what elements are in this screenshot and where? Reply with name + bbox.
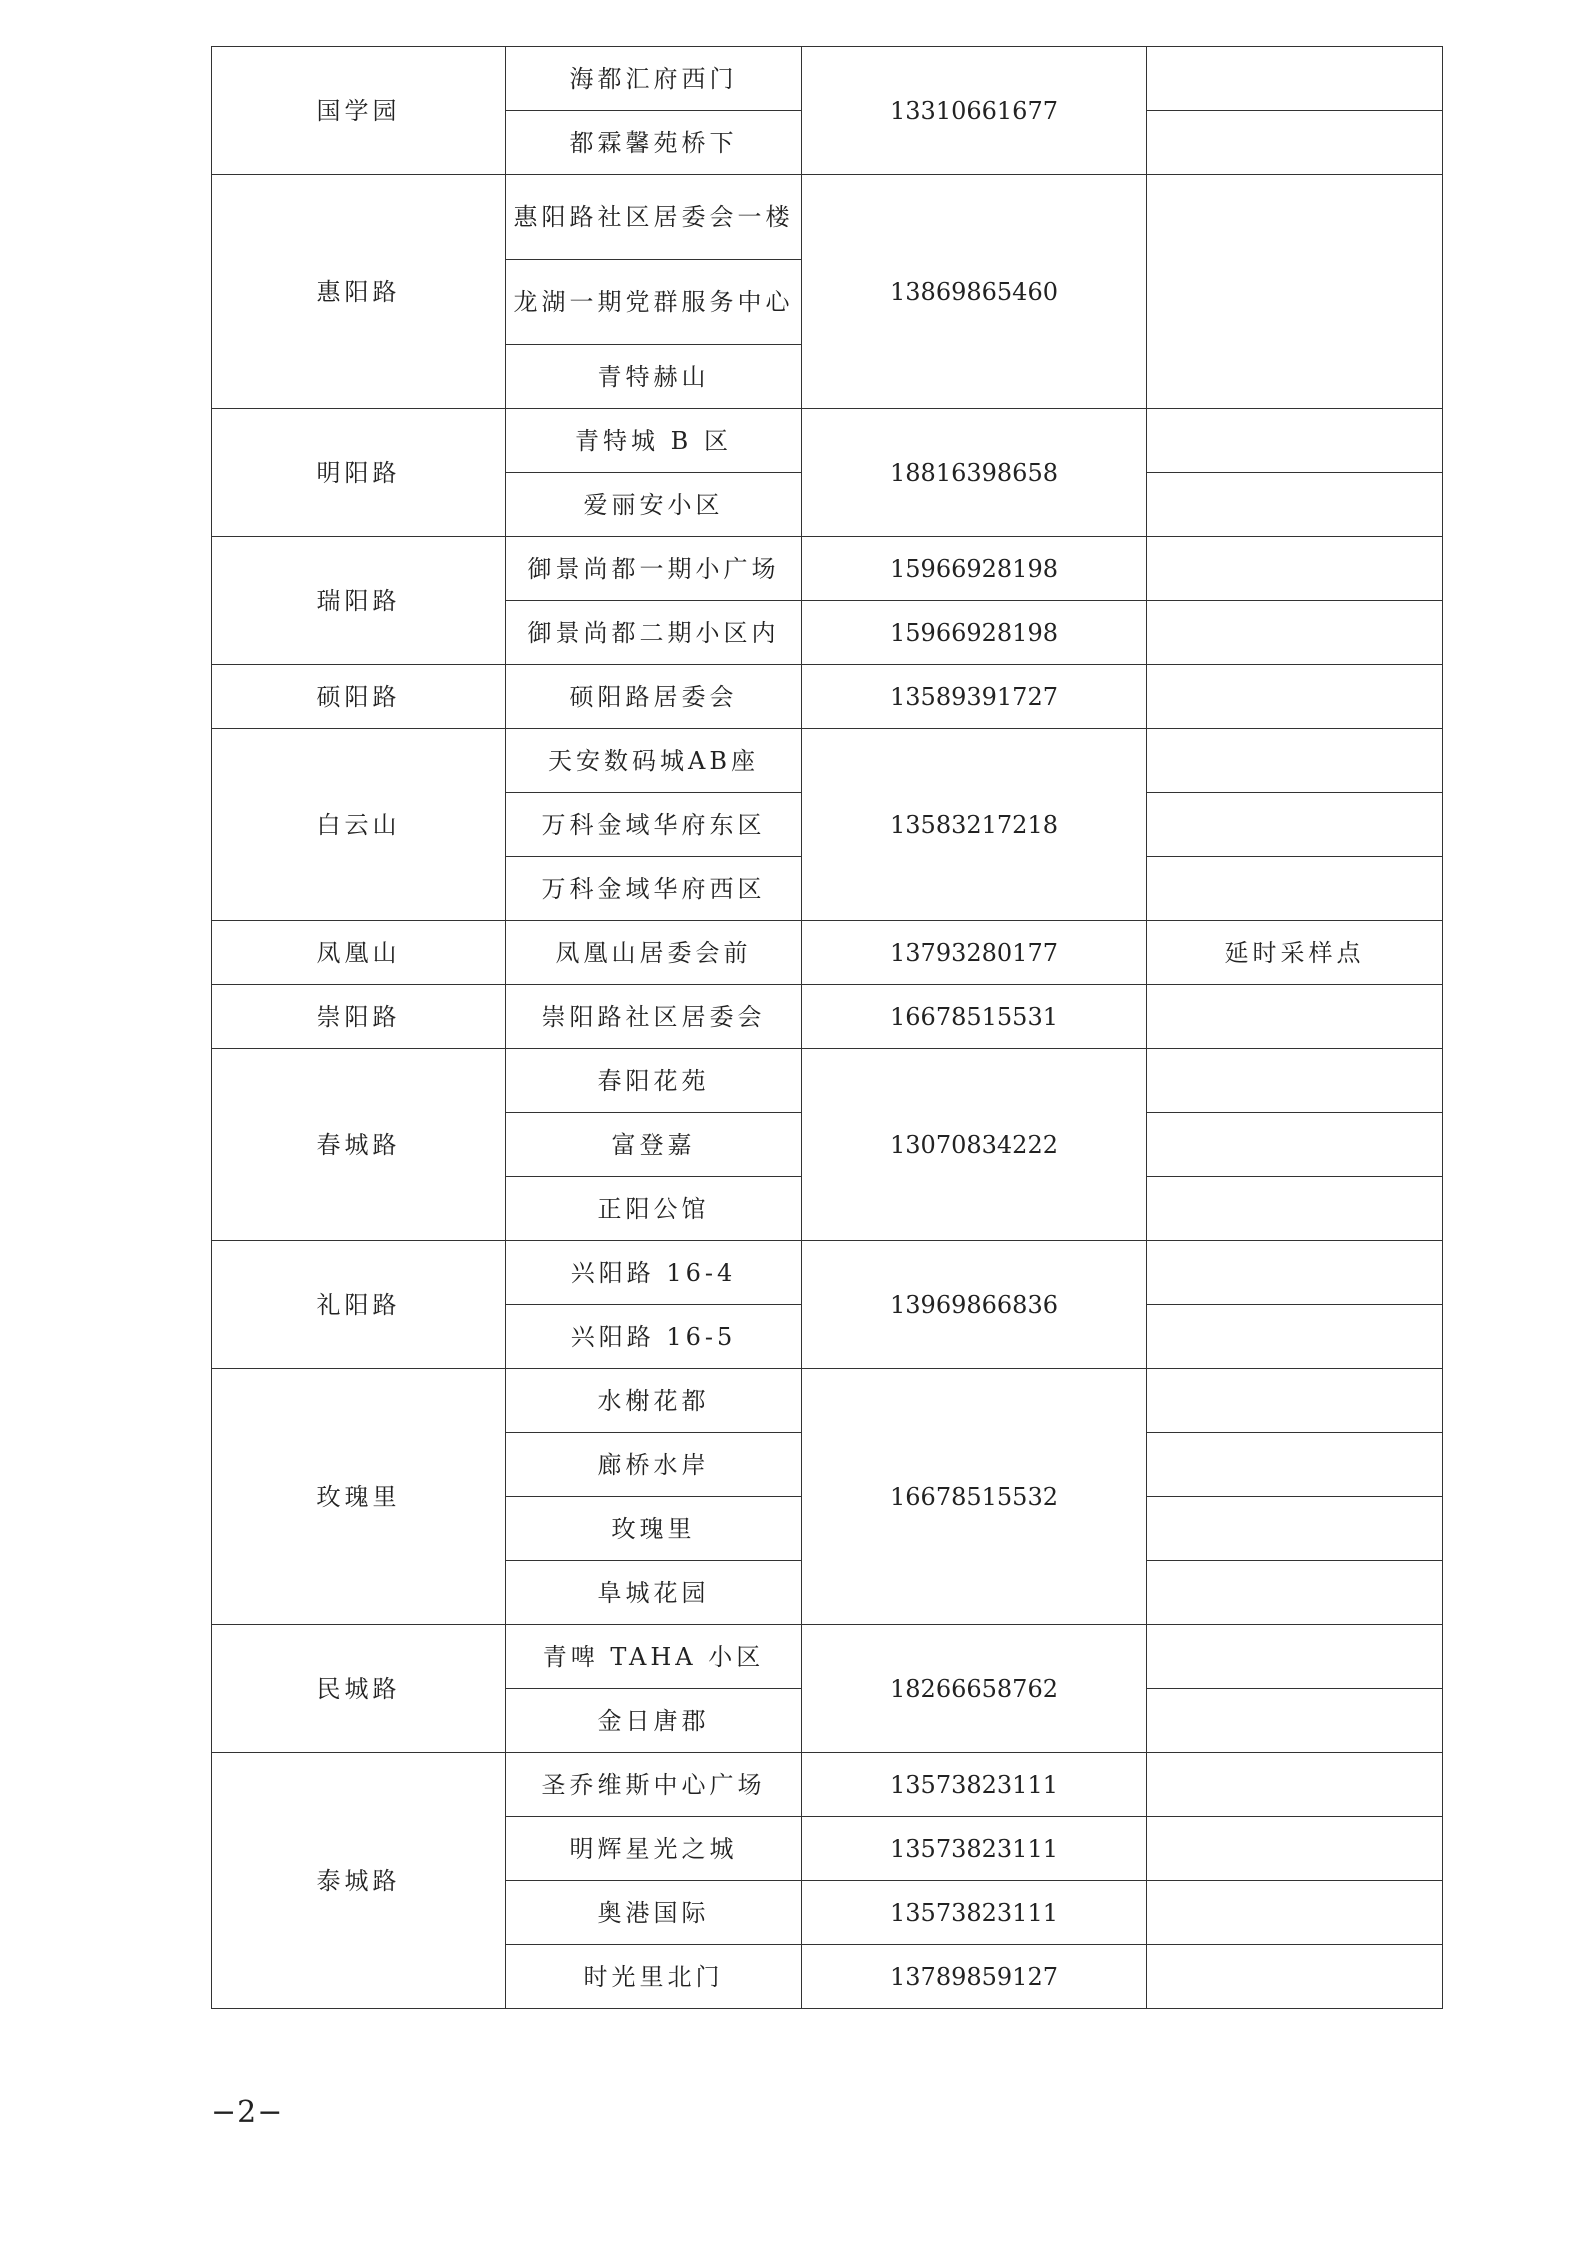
- street-cell: 凤凰山: [212, 921, 506, 985]
- phone-cell: 18816398658: [802, 409, 1147, 537]
- table-row: [212, 1049, 1443, 1113]
- note-cell: [1147, 985, 1443, 1049]
- note-cell: [1147, 1881, 1443, 1945]
- phone-cell: 13310661677: [802, 47, 1147, 175]
- location-cell: 玫瑰里: [506, 1497, 802, 1561]
- note-cell: [1147, 601, 1443, 665]
- sampling-sites-table-sheet: [211, 46, 1442, 2041]
- note-cell: [1147, 1753, 1443, 1817]
- table-body: [212, 47, 1443, 2009]
- phone-cell: 15966928198: [802, 537, 1147, 601]
- note-cell: [1147, 729, 1443, 793]
- location-cell: 崇阳路社区居委会: [506, 985, 802, 1049]
- location-cell: 富登嘉: [506, 1113, 802, 1177]
- location-cell: 青特赫山: [506, 345, 802, 409]
- note-cell: [1147, 1689, 1443, 1753]
- location-cell: 万科金域华府东区: [506, 793, 802, 857]
- location-cell: 硕阳路居委会: [506, 665, 802, 729]
- note-cell: [1147, 665, 1443, 729]
- page-number: −2−: [211, 2095, 284, 2130]
- location-cell: 海都汇府西门: [506, 47, 802, 111]
- location-cell: 凤凰山居委会前: [506, 921, 802, 985]
- note-cell: [1147, 1497, 1443, 1561]
- location-cell: 奥港国际: [506, 1881, 802, 1945]
- location-cell: 惠阳路社区居委会一楼: [506, 175, 802, 260]
- note-cell: [1147, 857, 1443, 921]
- location-cell: 兴阳路 16-5: [506, 1305, 802, 1369]
- street-cell: 玫瑰里: [212, 1369, 506, 1625]
- phone-cell: 13589391727: [802, 665, 1147, 729]
- table-row: [212, 921, 1443, 985]
- note-cell: [1147, 1625, 1443, 1689]
- phone-cell: 13793280177: [802, 921, 1147, 985]
- phone-cell: 16678515532: [802, 1369, 1147, 1625]
- phone-cell: 16678515531: [802, 985, 1147, 1049]
- table-row: [212, 1753, 1443, 1817]
- location-cell: 阜城花园: [506, 1561, 802, 1625]
- location-cell: 兴阳路 16-4: [506, 1241, 802, 1305]
- street-cell: 惠阳路: [212, 175, 506, 409]
- note-cell: [1147, 1817, 1443, 1881]
- street-cell: 白云山: [212, 729, 506, 921]
- location-cell: 青特城 B 区: [506, 409, 802, 473]
- note-cell: [1147, 1049, 1443, 1113]
- note-cell: [1147, 1177, 1443, 1241]
- note-cell: [1147, 1241, 1443, 1305]
- table-row: [212, 665, 1443, 729]
- location-cell: 水榭花都: [506, 1369, 802, 1433]
- sampling-sites-table: [211, 46, 1443, 2009]
- street-cell: 春城路: [212, 1049, 506, 1241]
- location-cell: 金日唐郡: [506, 1689, 802, 1753]
- note-cell: [1147, 1305, 1443, 1369]
- phone-cell: 13789859127: [802, 1945, 1147, 2009]
- location-cell: 明辉星光之城: [506, 1817, 802, 1881]
- note-cell: [1147, 1945, 1443, 2009]
- street-cell: 泰城路: [212, 1753, 506, 2009]
- street-cell: 礼阳路: [212, 1241, 506, 1369]
- table-row: [212, 1369, 1443, 1433]
- location-cell: 天安数码城AB座: [506, 729, 802, 793]
- phone-cell: 15966928198: [802, 601, 1147, 665]
- table-row: [212, 985, 1443, 1049]
- table-row: [212, 1625, 1443, 1689]
- note-cell: [1147, 1369, 1443, 1433]
- note-cell: [1147, 473, 1443, 537]
- location-cell: 春阳花苑: [506, 1049, 802, 1113]
- note-cell: [1147, 111, 1443, 175]
- phone-cell: 13583217218: [802, 729, 1147, 921]
- note-cell: [1147, 1433, 1443, 1497]
- location-cell: 正阳公馆: [506, 1177, 802, 1241]
- phone-cell: 13573823111: [802, 1753, 1147, 1817]
- street-cell: 明阳路: [212, 409, 506, 537]
- location-cell: 时光里北门: [506, 1945, 802, 2009]
- note-cell: [1147, 1561, 1443, 1625]
- note-cell: [1147, 47, 1443, 111]
- street-cell: 国学园: [212, 47, 506, 175]
- phone-cell: 13573823111: [802, 1881, 1147, 1945]
- street-cell: 民城路: [212, 1625, 506, 1753]
- table-row: [212, 409, 1443, 473]
- table-row: [212, 729, 1443, 793]
- location-cell: 御景尚都二期小区内: [506, 601, 802, 665]
- note-cell: [1147, 409, 1443, 473]
- phone-cell: 13070834222: [802, 1049, 1147, 1241]
- phone-cell: 13969866836: [802, 1241, 1147, 1369]
- location-cell: 爱丽安小区: [506, 473, 802, 537]
- location-cell: 青啤 TAHA 小区: [506, 1625, 802, 1689]
- street-cell: 硕阳路: [212, 665, 506, 729]
- location-cell: 龙湖一期党群服务中心: [506, 260, 802, 345]
- table-row: [212, 47, 1443, 111]
- location-cell: 圣乔维斯中心广场: [506, 1753, 802, 1817]
- phone-cell: 13573823111: [802, 1817, 1147, 1881]
- note-cell: [1147, 793, 1443, 857]
- phone-cell: 13869865460: [802, 175, 1147, 409]
- table-row: [212, 1241, 1443, 1305]
- note-cell: [1147, 1113, 1443, 1177]
- table-row: [212, 175, 1443, 260]
- phone-cell: 18266658762: [802, 1625, 1147, 1753]
- location-cell: 都霖馨苑桥下: [506, 111, 802, 175]
- location-cell: 万科金域华府西区: [506, 857, 802, 921]
- table-row: [212, 537, 1443, 601]
- note-cell: [1147, 175, 1443, 409]
- street-cell: 崇阳路: [212, 985, 506, 1049]
- location-cell: 廊桥水岸: [506, 1433, 802, 1497]
- note-cell: [1147, 537, 1443, 601]
- note-cell: 延时采样点: [1147, 921, 1443, 985]
- location-cell: 御景尚都一期小广场: [506, 537, 802, 601]
- street-cell: 瑞阳路: [212, 537, 506, 665]
